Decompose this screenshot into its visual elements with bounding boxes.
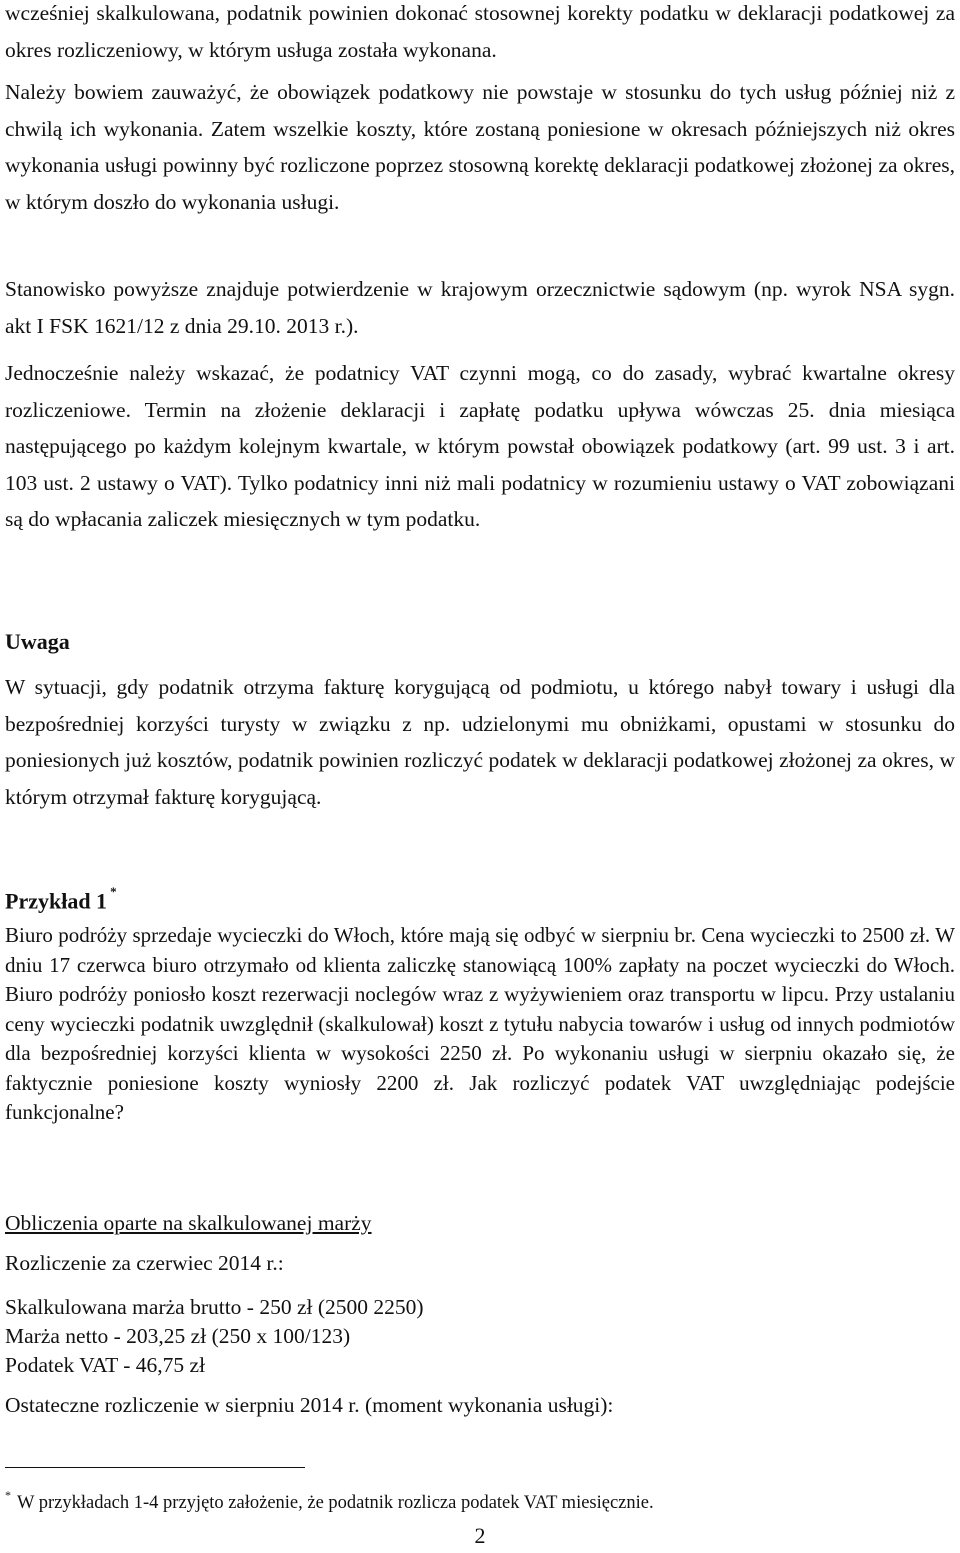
calc-final-settlement: Ostateczne rozliczenie w sierpniu 2014 r. (moment wykonania usługi):: [5, 1393, 614, 1417]
example-heading: [5, 881, 955, 916]
footnote-mark: *: [5, 1488, 11, 1502]
calc-line-gross-margin: Skalkulowana marża brutto - 250 zł (2500 2250): [5, 1295, 424, 1319]
paragraph-court-ruling: Stanowisko powyższe znajduje potwierdzenie w krajowym orzecznictwie sądowym (np. wyrok NSA sygn. akt I FSK 1621/12 z dnia 29.10. 2013 r.).: [5, 277, 955, 338]
calc-period: Rozliczenie za czerwiec 2014 r.:: [5, 1251, 284, 1275]
example-heading-text: Przykład 1: [5, 888, 108, 914]
paragraph-tax-obligation: Należy bowiem zauważyć, że obowiązek podatkowy nie powstaje w stosunku do tych usług później niż z chwilą ich wykonania. Zatem wszelkie koszty, które zostaną poniesione w okresach późniejszych niż okres wykonania usługi powinny być rozliczone poprzez stosowną korektę deklaracji podatkowej złożonej za okres, w którym doszło do wykonania usługi.: [5, 80, 955, 214]
uwaga-heading: Uwaga: [5, 629, 70, 654]
paragraph-quarterly-periods: Jednocześnie należy wskazać, że podatnicy VAT czynni mogą, co do zasady, wybrać kwartalne okresy rozliczeniowe. Termin na złożenie deklaracji i zapłatę podatku upływa wówczas 25. dnia miesiąca następującego po każdym kolejnym kwartale, w którym powstał obowiązek podatkowy (art. 99 ust. 3 i art. 103 ust. 2 ustawy o VAT). Tylko podatnicy inni niż mali podatnicy w rozumieniu ustawy o VAT zobowiązani są do wpłacania zaliczek miesięcznych w tym podatku.: [5, 361, 955, 532]
calc-heading: Obliczenia oparte na skalkulowanej marży: [5, 1211, 372, 1235]
footnote-separator: [5, 1467, 305, 1468]
footnote-text: W przykładach 1-4 przyjęto założenie, że podatnik rozlicza podatek VAT miesięcznie.: [17, 1493, 654, 1514]
paragraph-continuation: wcześniej skalkulowana, podatnik powinien dokonać stosownej korekty podatku w deklaracji podatkowej za okres rozliczeniowy, w którym usługa została wykonana.: [5, 1, 955, 62]
example-paragraph: Biuro podróży sprzedaje wycieczki do Włoch, które mają się odbyć w sierpniu br. Cena wycieczki to 2500 zł. W dniu 17 czerwca biuro otrzymało od klienta zaliczkę stanowiącą 100% zapłaty na poczet wycieczki do Włoch. Biuro podróży poniosło koszt rezerwacji noclegów wraz z wyżywieniem oraz transportu w lipcu. Przy ustalaniu ceny wycieczki podatnik uwzględnił (skalkulował) koszt z tytułu nabycia towarów i usług od innych podmiotów dla bezpośredniej korzyści klienta w wysokości 2250 zł. Po wykonaniu usługi w sierpniu okazało się, że faktycznie poniesione koszty wyniosły 2200 zł. Jak rozliczyć podatek VAT uwzględniając podejście funkcjonalne?: [5, 923, 955, 1124]
calc-line-net-margin: Marża netto - 203,25 zł (250 x 100/123): [5, 1324, 351, 1348]
example-heading-footnote-mark: *: [110, 884, 117, 899]
page-number: 2: [474, 1523, 486, 1548]
uwaga-paragraph: W sytuacji, gdy podatnik otrzyma fakturę korygującą od podmiotu, u którego nabył towary i usługi dla bezpośredniej korzyści turysty w związku z np. udzielonymi mu obniżkami, opustami w stosunku do poniesionych już kosztów, podatnik powinien rozliczyć podatek w deklaracji podatkowej złożonej za okres, w którym otrzymał fakturę korygującą.: [5, 675, 955, 809]
footnote: [5, 1484, 654, 1516]
calc-line-vat: Podatek VAT - 46,75 zł: [5, 1353, 206, 1377]
